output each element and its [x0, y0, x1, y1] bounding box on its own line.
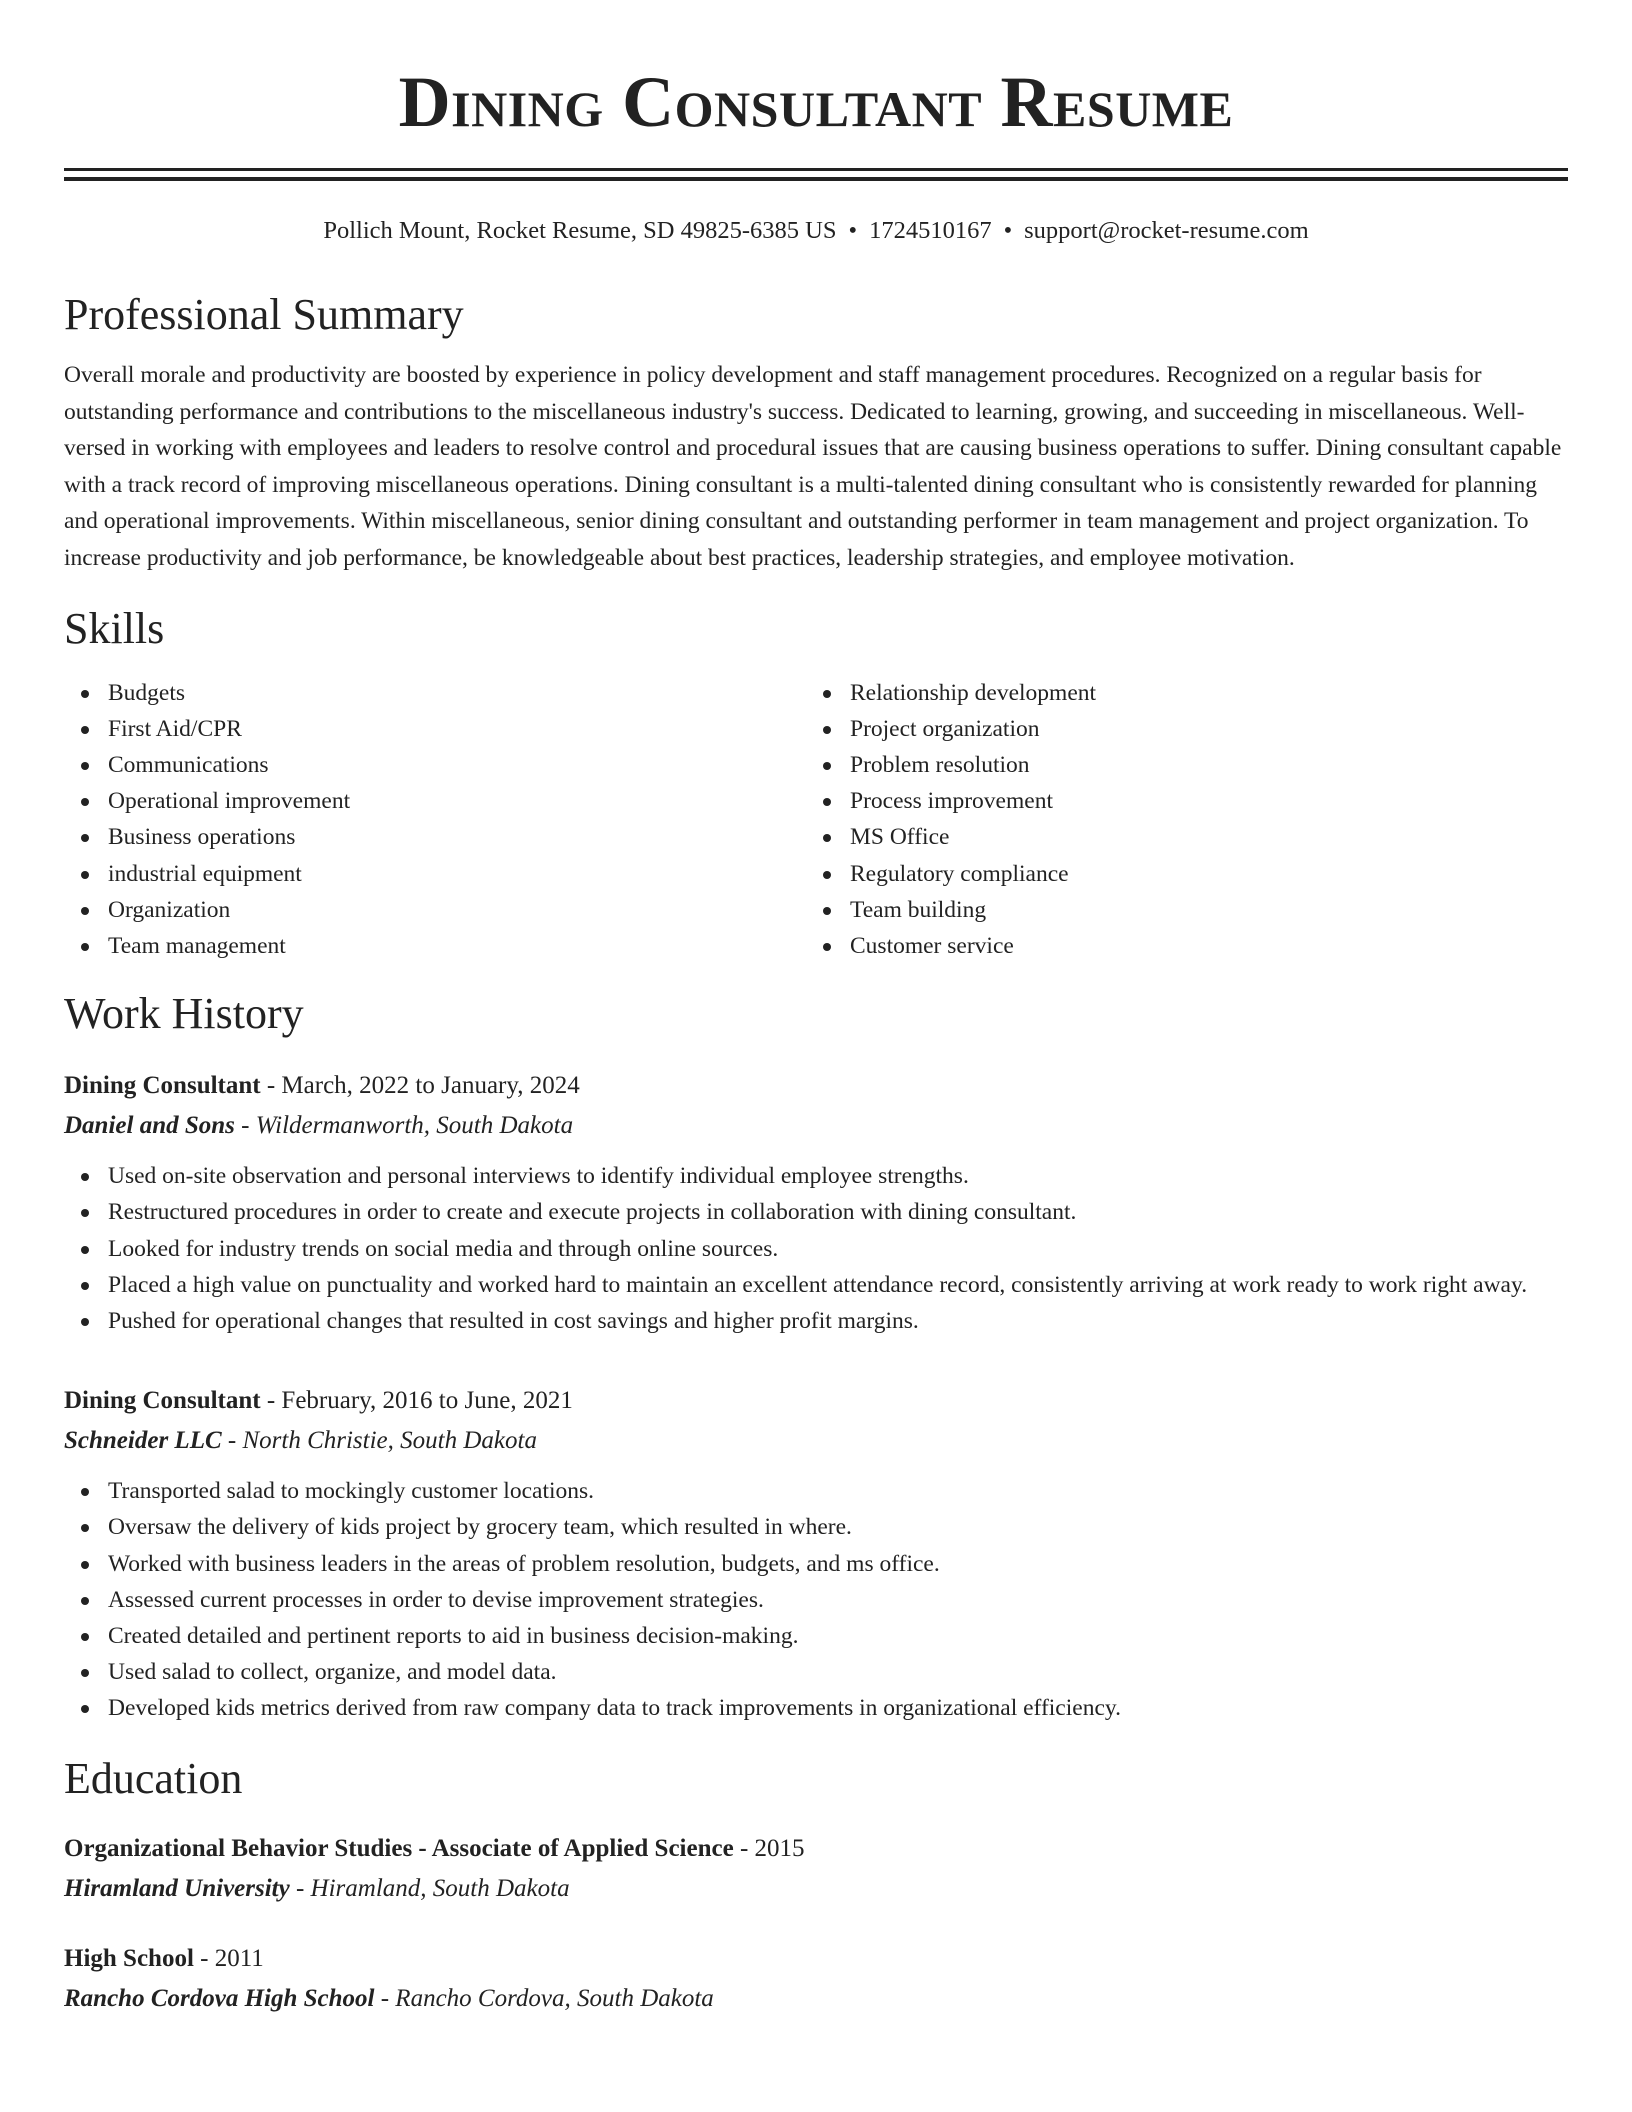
education-entry — [64, 1939, 1568, 2019]
job-duty: Used salad to collect, organize, and model data. — [64, 1654, 1568, 1690]
contact-phone: 1724510167 — [869, 217, 992, 244]
skill-item: Communications — [64, 747, 806, 783]
skills-column-right — [806, 675, 1548, 965]
school-line — [64, 1979, 1568, 2019]
job-title-line — [64, 1066, 1568, 1106]
job-duties-list — [64, 1158, 1568, 1339]
job-duty: Worked with business leaders in the areas of problem resolution, budgets, and ms office. — [64, 1546, 1568, 1582]
job-duty: Used on-site observation and personal interviews to identify individual employee strengths. — [64, 1158, 1568, 1194]
education-entry — [64, 1829, 1568, 1909]
skill-item: Operational improvement — [64, 783, 806, 819]
degree-name: High School — [64, 1944, 194, 1972]
education-heading: Education — [64, 1753, 243, 1803]
skill-item: Team building — [806, 892, 1548, 928]
skill-item: Process improvement — [806, 783, 1548, 819]
job-title: Dining Consultant — [64, 1072, 261, 1100]
company-name: Daniel and Sons — [64, 1112, 235, 1140]
graduation-year: - 2011 — [193, 1944, 264, 1972]
skills-grid — [64, 675, 1568, 965]
job-duty: Placed a high value on punctuality and worked hard to maintain an excellent attendance record, consistently arriving at work ready to work right away. — [64, 1267, 1568, 1303]
skill-item: Project organization — [806, 711, 1548, 747]
job-duty: Oversaw the delivery of kids project by grocery team, which resulted in where. — [64, 1509, 1568, 1545]
contact-email[interactable]: support@rocket-resume.com — [1024, 217, 1309, 244]
skill-item: industrial equipment — [64, 856, 806, 892]
job-duty: Assessed current processes in order to devise improvement strategies. — [64, 1582, 1568, 1618]
contact-address: Pollich Mount, Rocket Resume, SD 49825-6385 US — [323, 217, 837, 244]
contact-separator: • — [848, 217, 858, 244]
company-line — [64, 1106, 1568, 1146]
contact-line — [64, 215, 1568, 247]
school-name: Hiramland University — [64, 1874, 290, 1902]
job-duty: Transported salad to mockingly customer locations. — [64, 1473, 1568, 1509]
resume-title: Dining Consultant Resume — [398, 62, 1234, 142]
degree-name: Organizational Behavior Studies - Associate of Applied Science — [64, 1834, 734, 1862]
job-duty: Developed kids metrics derived from raw company data to track improvements in organizational efficiency. — [64, 1690, 1568, 1726]
skill-item: Budgets — [64, 675, 806, 711]
job-duty: Pushed for operational changes that resulted in cost savings and higher profit margins. — [64, 1303, 1568, 1339]
job-title: Dining Consultant — [64, 1387, 261, 1415]
degree-line — [64, 1939, 1568, 1979]
company-location: - Wildermanworth, South Dakota — [234, 1112, 574, 1140]
skill-item: Organization — [64, 892, 806, 928]
skill-item: First Aid/CPR — [64, 711, 806, 747]
work-history-heading: Work History — [64, 989, 304, 1039]
graduation-year: - 2015 — [733, 1834, 805, 1862]
company-name: Schneider LLC — [64, 1427, 222, 1455]
job-dates: - March, 2022 to January, 2024 — [260, 1072, 580, 1100]
degree-line — [64, 1829, 1568, 1869]
skills-list-right — [806, 675, 1548, 965]
contact-separator: • — [1003, 217, 1013, 244]
company-line — [64, 1421, 1568, 1461]
skill-item: Team management — [64, 928, 806, 964]
skill-item: Relationship development — [806, 675, 1548, 711]
job-title-line — [64, 1381, 1568, 1421]
title-rule-top — [64, 168, 1568, 171]
job-dates: - February, 2016 to June, 2021 — [260, 1387, 573, 1415]
company-location: - North Christie, South Dakota — [221, 1427, 537, 1455]
skills-column-left — [64, 675, 806, 965]
skill-item: Business operations — [64, 819, 806, 855]
job-entry — [64, 1066, 1568, 1339]
school-location: - Hiramland, South Dakota — [289, 1874, 570, 1902]
title-rule-bottom — [64, 177, 1568, 181]
job-duty: Created detailed and pertinent reports to aid in business decision-making. — [64, 1618, 1568, 1654]
school-name: Rancho Cordova High School — [64, 1984, 375, 2012]
skill-item: MS Office — [806, 819, 1548, 855]
skills-list-left — [64, 675, 806, 965]
job-duties-list — [64, 1473, 1568, 1726]
job-duty: Restructured procedures in order to create and execute projects in collaboration with dining consultant. — [64, 1194, 1568, 1230]
school-line — [64, 1869, 1568, 1909]
skill-item: Regulatory compliance — [806, 856, 1548, 892]
summary-heading: Professional Summary — [64, 290, 464, 339]
skill-item: Customer service — [806, 928, 1548, 964]
school-location: - Rancho Cordova, South Dakota — [374, 1984, 714, 2012]
summary-text: Overall morale and productivity are boosted by experience in policy development and staff management procedures. Recognized on a regular basis for outstanding performance and contributions to the miscellaneous industry's success. Dedicated to learning, growing, and succeeding in miscellaneous. Well-versed in working with employees and leaders to resolve control and procedural issues that are causing business operations to suffer. Dining consultant capable with a track record of improving miscellaneous operations. Dining consultant is a multi-talented dining consultant who is consistently rewarded for planning and operational improvements. Within miscellaneous, senior dining consultant and outstanding performer in team management and project organization. To increase productivity and job performance, be knowledgeable about best practices, leadership strategies, and employee motivation. — [64, 362, 1562, 571]
job-entry — [64, 1381, 1568, 1726]
job-duty: Looked for industry trends on social media and through online sources. — [64, 1231, 1568, 1267]
skill-item: Problem resolution — [806, 747, 1548, 783]
skills-heading: Skills — [64, 603, 165, 653]
